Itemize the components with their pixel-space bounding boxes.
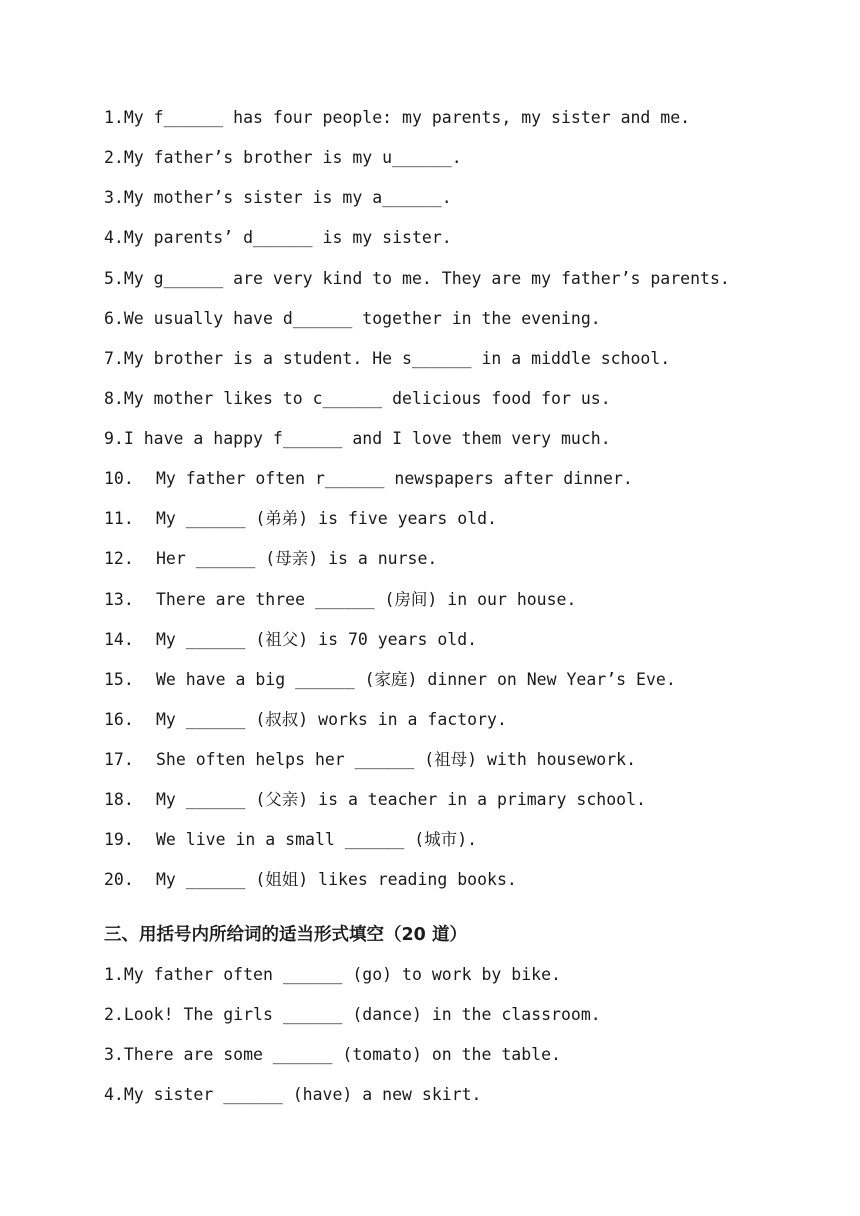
item-number: 1. (104, 965, 124, 984)
exercise-item-18 (104, 790, 646, 810)
item-number: 14. (104, 630, 134, 649)
exercise-item-5 (104, 269, 730, 289)
item-number: 3. (104, 188, 124, 207)
exercise-item-s3-4 (104, 1085, 482, 1105)
item-text: We live in a small ______ (城市). (156, 830, 478, 849)
item-text: My father often r______ newspapers after dinner. (156, 469, 633, 488)
item-text: There are some ______ (tomato) on the table. (123, 1045, 561, 1064)
item-text: My ______ (姐姐) likes reading books. (156, 870, 517, 889)
item-number: 12. (104, 549, 134, 568)
item-text: My parents’ d______ is my sister. (123, 228, 452, 247)
item-number: 10. (104, 469, 134, 488)
exercise-item-15 (104, 670, 676, 690)
exercise-item-4 (104, 228, 452, 248)
exercise-item-11 (104, 509, 497, 529)
exercise-item-14 (104, 630, 477, 650)
exercise-item-s3-2 (104, 1005, 601, 1025)
item-number: 7. (104, 349, 124, 368)
item-text: My father often ______ (go) to work by bike. (123, 965, 561, 984)
item-number: 17. (104, 750, 134, 769)
exercise-item-7 (104, 349, 670, 369)
item-number: 6. (104, 309, 124, 328)
item-text: She often helps her ______ (祖母) with housework. (156, 750, 637, 769)
item-number: 2. (104, 1005, 124, 1024)
item-text: Look! The girls ______ (dance) in the classroom. (123, 1005, 601, 1024)
section-heading: 三、用括号内所给词的适当形式填空（20 道） (104, 925, 467, 945)
exercise-item-12 (104, 549, 437, 569)
item-text: My g______ are very kind to me. They are my father’s parents. (123, 269, 730, 288)
item-number: 5. (104, 269, 124, 288)
item-text: Her ______ (母亲) is a nurse. (156, 549, 438, 568)
exercise-item-16 (104, 710, 507, 730)
exercise-item-19 (104, 830, 477, 850)
item-number: 15. (104, 670, 134, 689)
item-number: 4. (104, 228, 124, 247)
item-number: 8. (104, 389, 124, 408)
item-text: We have a big ______ (家庭) dinner on New Year’s Eve. (156, 670, 676, 689)
exercise-item-9 (104, 429, 611, 449)
exercise-item-s3-1 (104, 965, 561, 985)
item-number: 20. (104, 870, 134, 889)
item-text: My ______ (父亲) is a teacher in a primary school. (156, 790, 646, 809)
item-number: 4. (104, 1085, 124, 1104)
exercise-item-10 (104, 469, 633, 489)
exercise-item-s3-3 (104, 1045, 561, 1065)
item-number: 9. (104, 429, 124, 448)
item-text: My brother is a student. He s______ in a middle school. (123, 349, 671, 368)
item-text: My ______ (弟弟) is five years old. (156, 509, 497, 528)
exercise-item-3 (104, 188, 452, 208)
item-text: My ______ (祖父) is 70 years old. (156, 630, 478, 649)
item-text: My f______ has four people: my parents, my sister and me. (123, 108, 691, 127)
item-number: 16. (104, 710, 134, 729)
item-text: There are three ______ (房间) in our house. (156, 590, 577, 609)
exercise-item-6 (104, 309, 601, 329)
item-number: 1. (104, 108, 124, 127)
item-number: 2. (104, 148, 124, 167)
item-text: My father’s brother is my u______. (123, 148, 462, 167)
exercise-item-20 (104, 870, 517, 890)
item-text: I have a happy f______ and I love them very much. (123, 429, 611, 448)
item-number: 19. (104, 830, 134, 849)
item-text: My mother likes to c______ delicious food for us. (123, 389, 611, 408)
item-number: 18. (104, 790, 134, 809)
item-number: 11. (104, 509, 134, 528)
item-text: My ______ (叔叔) works in a factory. (156, 710, 507, 729)
item-number: 3. (104, 1045, 124, 1064)
item-number: 13. (104, 590, 134, 609)
item-text: My mother’s sister is my a______. (123, 188, 452, 207)
item-text: My sister ______ (have) a new skirt. (123, 1085, 482, 1104)
item-text: We usually have d______ together in the evening. (123, 309, 601, 328)
exercise-item-1 (104, 108, 690, 128)
exercise-item-8 (104, 389, 611, 409)
exercise-item-17 (104, 750, 636, 770)
exercise-item-2 (104, 148, 462, 168)
exercise-item-13 (104, 590, 576, 610)
